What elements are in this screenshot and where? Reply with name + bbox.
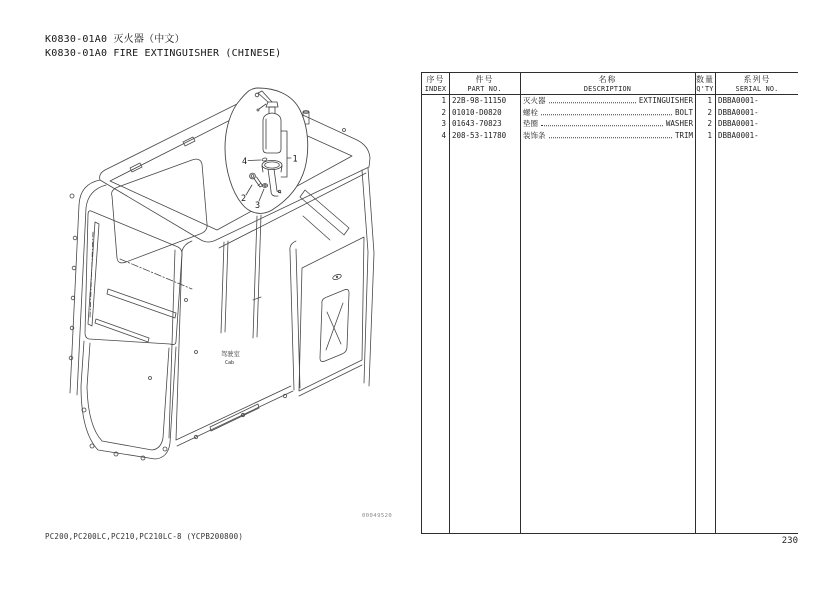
- header-description: [520, 73, 695, 94]
- header-serial-no-en: SERIAL NO.: [735, 85, 779, 93]
- description-cn: 垫圈: [523, 119, 538, 128]
- table-row: [422, 107, 798, 119]
- cell-description: [520, 130, 695, 142]
- cell-serial: DBBA0001-: [718, 119, 759, 128]
- header-description-en: DESCRIPTION: [583, 85, 632, 93]
- cell-index: 3: [441, 119, 446, 128]
- header-serial-no: [715, 73, 799, 94]
- callout-2: 2: [241, 194, 247, 204]
- page-number: 230: [781, 536, 798, 546]
- header-description-cn: 名称: [598, 75, 617, 84]
- cell-index: 1: [441, 96, 446, 105]
- dot-leader: [549, 137, 672, 138]
- header-index: [422, 73, 449, 94]
- cell-part-no: 208-53-11780: [452, 130, 507, 140]
- cell-description: [520, 95, 695, 107]
- cell-qty: 2: [707, 119, 712, 128]
- cell-qty: 1: [707, 130, 712, 140]
- cab-label-en: Cab: [225, 360, 235, 366]
- header-index-en: INDEX: [424, 85, 447, 93]
- table-row: [422, 95, 798, 107]
- cell-index: 2: [441, 107, 446, 117]
- cab-label-cn: 驾驶室: [221, 351, 240, 358]
- description-en: TRIM: [674, 130, 693, 140]
- callout-3: 3: [255, 201, 261, 211]
- cell-description: [520, 107, 695, 119]
- column-divider: [695, 73, 696, 533]
- description-en: EXTINGUISHER: [638, 96, 693, 105]
- header-serial-no-cn: 系列号: [743, 75, 771, 84]
- table-header: [422, 73, 798, 95]
- cell-serial: DBBA0001-: [718, 96, 759, 105]
- parts-table: [421, 72, 798, 534]
- description-cn: 螺栓: [523, 107, 538, 117]
- description-cn: 装饰条: [523, 130, 546, 140]
- dot-leader: [541, 125, 663, 126]
- table-row: [422, 130, 798, 142]
- footer-model-list: PC200,PC200LC,PC210,PC210LC-8 (YCPB200800): [45, 532, 244, 541]
- cell-part-no: 22B-98-11150: [452, 96, 507, 105]
- dot-leader: [541, 114, 672, 115]
- dot-leader: [549, 102, 636, 103]
- cell-serial: DBBA0001-: [718, 130, 759, 140]
- callout-4: 4: [242, 157, 248, 167]
- header-qty: [695, 73, 715, 94]
- column-divider: [449, 73, 450, 533]
- table-row: [422, 118, 798, 130]
- header-part-no-en: PART NO.: [467, 85, 502, 93]
- header-qty-en: Q'TY: [696, 85, 714, 93]
- cab-drawing: [69, 96, 374, 460]
- column-divider: [715, 73, 716, 533]
- description-en: BOLT: [674, 107, 693, 117]
- cell-part-no: 01643-70823: [452, 119, 502, 128]
- header-part-no-cn: 件号: [475, 75, 494, 84]
- column-divider: [520, 73, 521, 533]
- callout-1: 1: [292, 154, 298, 165]
- cell-part-no: 01010-D0820: [452, 107, 502, 117]
- cell-index: 4: [441, 130, 446, 140]
- cell-qty: 2: [707, 107, 712, 117]
- description-en: WASHER: [665, 119, 693, 128]
- header-part-no: [449, 73, 520, 94]
- cell-description: [520, 118, 695, 130]
- description-cn: 灭火器: [523, 96, 546, 105]
- title-line-2: K0830-01A0 FIRE EXTINGUISHER (CHINESE): [45, 48, 282, 59]
- figure-number: 00049520: [362, 513, 393, 519]
- cell-qty: 1: [707, 96, 712, 105]
- header-qty-cn: 数量: [696, 75, 714, 84]
- title-line-1: K0830-01A0 灭火器（中文）: [45, 34, 185, 45]
- cell-serial: DBBA0001-: [718, 107, 759, 117]
- header-index-cn: 序号: [426, 75, 445, 84]
- table-rows: [422, 95, 798, 141]
